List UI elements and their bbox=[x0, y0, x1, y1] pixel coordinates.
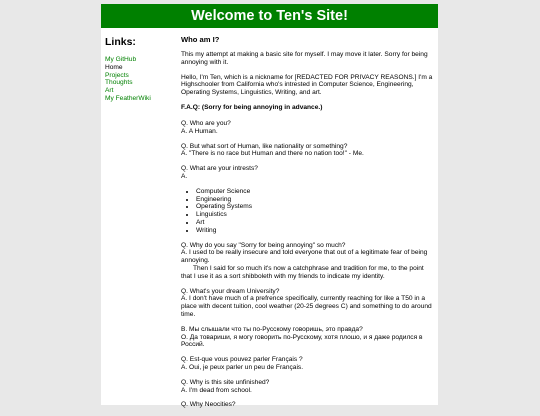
faq-answer: О. Да товариши, я могу говорить по-Русскому, хотя плошо, и я даже родился в Россий. bbox=[181, 333, 423, 349]
faq-question: Q. What's your dream University? bbox=[181, 287, 280, 295]
faq-answer: A. "There is no race but Human and there no nation too!" - Me. bbox=[181, 150, 364, 158]
site-banner bbox=[101, 4, 438, 28]
faq-answer: A. bbox=[181, 172, 188, 180]
list-item: • Engineering bbox=[196, 196, 435, 204]
list-item: • Linguistics bbox=[196, 211, 435, 219]
site-title: Welcome to Ten's Site! bbox=[191, 8, 348, 24]
faq-question: Q. What are your intrests? bbox=[181, 165, 258, 173]
page-container bbox=[101, 4, 438, 409]
faq-question: Q. Why is this site unfinished? bbox=[181, 378, 270, 386]
list-item: • Operating Systems bbox=[196, 203, 435, 211]
faq-question: Q. Est-que vous pouvez parler Français ? bbox=[181, 356, 303, 364]
faq-item bbox=[181, 288, 435, 319]
art-link[interactable]: Art bbox=[105, 87, 114, 95]
bio-paragraph: Hello, I'm Ten, which is a nickname for [REDACTED FOR PRIVACY REASONS.] I'm a Highschooler from California who's intrested in Computer Science, Engineering, Operating Systems, Linguistics, Writing, and art. bbox=[181, 73, 433, 97]
main-content bbox=[181, 35, 435, 416]
faq-heading: F.A.Q: (Sorry for being annoying in advance.) bbox=[181, 103, 323, 111]
featherwiki-link[interactable]: My FeatherWiki bbox=[105, 94, 151, 102]
faq-answer: A. I'm dead from school. bbox=[181, 386, 252, 394]
faq-item bbox=[181, 401, 435, 409]
intro-paragraph: This my attempt at making a basic site for myself. I may move it later. Sorry for being annoying with it. bbox=[181, 51, 428, 66]
faq-item bbox=[181, 120, 435, 136]
list-item: • Art bbox=[196, 219, 435, 227]
sidebar-title: Links: bbox=[105, 36, 136, 48]
faq-answer: A. I used to be really insecure and told everyone that out of a legitimate fear of being annoying. bbox=[181, 249, 428, 265]
faq-item bbox=[181, 326, 435, 349]
faq-question: В. Мы слышали что ты по-Русскому говоришь, это правда? bbox=[181, 325, 363, 333]
faq-question: Q. But what sort of Human, like nationality or something? bbox=[181, 142, 348, 150]
faq-question: Q. Who are you? bbox=[181, 119, 231, 127]
github-link[interactable]: My GitHub bbox=[105, 56, 137, 63]
interests-list bbox=[181, 188, 435, 235]
faq-item bbox=[181, 242, 435, 281]
projects-link[interactable]: Projects bbox=[105, 71, 129, 79]
faq-item bbox=[181, 379, 435, 395]
list-item: • Computer Science bbox=[196, 188, 435, 196]
sidebar-link-github[interactable] bbox=[105, 56, 177, 64]
faq-answer: A. I don't have much of a prefrence specifically, currently reaching for like a T50 in a place with decent tuition, cool weather (20-25 degrees C) and something to do around time. bbox=[181, 295, 432, 318]
sidebar-link-projects[interactable] bbox=[105, 72, 177, 80]
page-heading: Who am I? bbox=[181, 35, 220, 44]
faq-question: Q. Why Neocities? bbox=[181, 401, 236, 409]
faq-answer: A. Oui, je peux parler un peu de Français. bbox=[181, 363, 304, 371]
faq-answer: A. A Human. bbox=[181, 127, 218, 135]
sidebar-link-art[interactable] bbox=[105, 87, 177, 95]
sidebar-link-home: Home bbox=[105, 63, 123, 71]
faq-question: Q. Why do you say "Sorry for being annoying" so much? bbox=[181, 241, 346, 249]
thoughts-link[interactable]: Thoughts bbox=[105, 79, 133, 87]
faq-answer-continued: Then I said for so much it's now a catchphrase and tradition for me, to the point that I use it as a sort shibboleth with my friends to indicate my identity. bbox=[181, 264, 424, 280]
sidebar bbox=[105, 36, 177, 103]
faq-item bbox=[181, 356, 435, 372]
faq-item bbox=[181, 143, 435, 159]
faq-item bbox=[181, 165, 435, 181]
sidebar-link-featherwiki[interactable] bbox=[105, 95, 177, 103]
list-item: • Writing bbox=[196, 227, 435, 235]
sidebar-link-thoughts[interactable] bbox=[105, 79, 177, 87]
